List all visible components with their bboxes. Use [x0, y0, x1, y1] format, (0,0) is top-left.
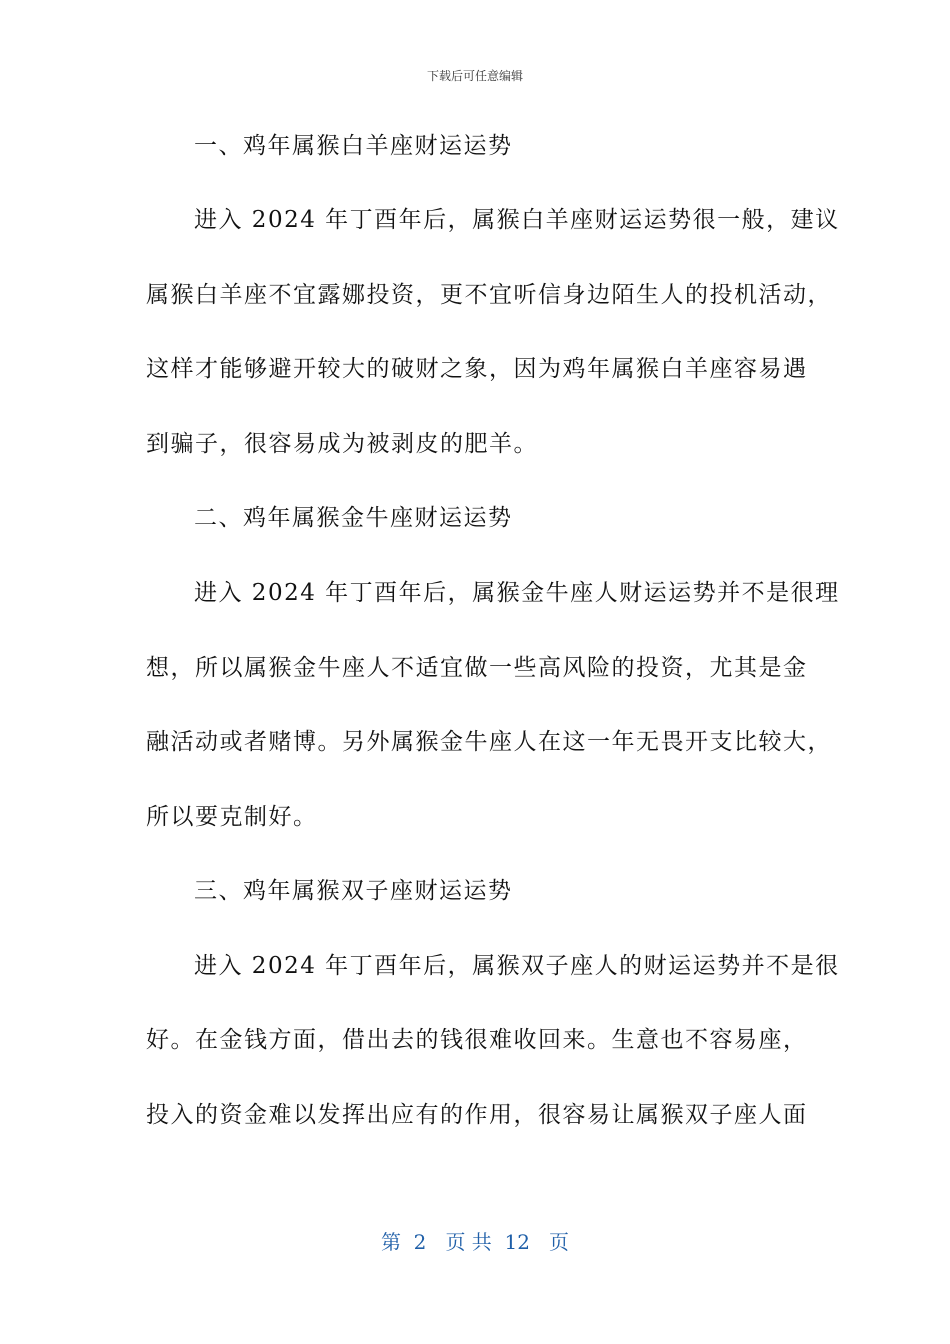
paragraph-line: 属猴白羊座不宜露娜投资，更不宜听信身边陌生人的投机活动， — [146, 282, 832, 308]
paragraph-line: 所以要克制好。 — [146, 804, 318, 830]
paragraph-line: 进入 2024 年丁酉年后，属猴白羊座财运运势很一般，建议 — [194, 207, 840, 233]
section-heading-gemini: 三、鸡年属猴双子座财运运势 — [194, 878, 513, 904]
paragraph-line: 进入 2024 年丁酉年后，属猴双子座人的财运运势并不是很 — [194, 953, 840, 979]
paragraph-line: 好。在金钱方面，借出去的钱很难收回来。生意也不容易座， — [146, 1027, 808, 1053]
paragraph-line: 投入的资金难以发挥出应有的作用，很容易让属猴双子座人面 — [146, 1102, 808, 1128]
section-heading-aries: 一、鸡年属猴白羊座财运运势 — [194, 133, 513, 159]
paragraph-line: 想，所以属猴金牛座人不适宜做一些高风险的投资，尤其是金 — [146, 655, 808, 681]
paragraph-line: 进入 2024 年丁酉年后，属猴金牛座人财运运势并不是很理 — [194, 580, 840, 606]
paragraph-line: 融活动或者赌博。另外属猴金牛座人在这一年无畏开支比较大， — [146, 729, 832, 755]
paragraph-line: 到骗子，很容易成为被剥皮的肥羊。 — [146, 431, 538, 457]
paragraph-line: 这样才能够避开较大的破财之象，因为鸡年属猴白羊座容易遇 — [146, 356, 808, 382]
page-header: 下载后可任意编辑 — [426, 69, 523, 83]
section-heading-taurus: 二、鸡年属猴金牛座财运运势 — [194, 505, 513, 531]
page-number-footer: 第 2 页 共 12 页 — [380, 1230, 570, 1254]
